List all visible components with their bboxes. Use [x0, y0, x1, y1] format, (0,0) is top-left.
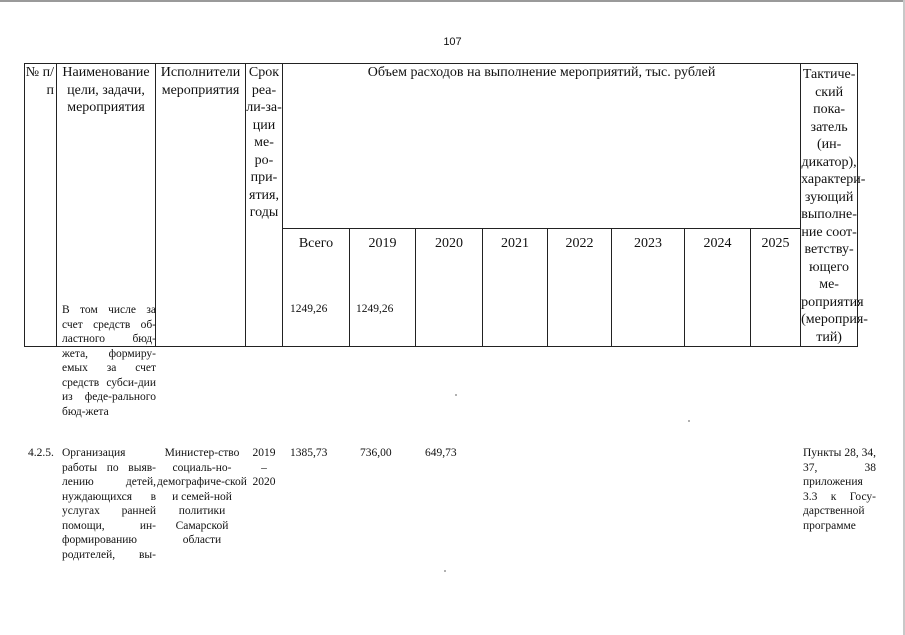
page-number: 107: [443, 36, 462, 48]
row1-total: 1249,26: [290, 303, 328, 315]
row2-num: 4.2.5.: [28, 447, 54, 459]
header-name: Наименование цели, задачи, мероприятия: [57, 64, 156, 347]
header-year-2022: 2022: [548, 229, 612, 347]
row2-indicator: Пункты 28, 34, 37, 38 приложения 3.3 к Госу-дарственной программе: [803, 447, 876, 532]
header-term: Срок реа-ли-за-ции ме-ро-при-ятия, годы: [246, 64, 283, 347]
row1-name: В том числе за счет средств об-ластного бюд-жета, формиру-емых за счет средств субси-дии из феде-рального бюд-жета: [62, 304, 156, 418]
header-year-2024: 2024: [685, 229, 751, 347]
header-indicator: Тактиче-ский пока-затель (ин-дикатор), характери-зующий выполне-ние соот-ветству-ющего ме-роприятия (мероприя-тий): [801, 64, 858, 347]
header-year-2021: 2021: [483, 229, 548, 347]
header-year-2023: 2023: [612, 229, 685, 347]
header-executors: Исполнители мероприятия: [156, 64, 246, 347]
scan-speck: [688, 420, 690, 422]
row2-executors: Министер-ство социаль-но-демографиче-ской и семей-ной политики Самарской области: [157, 447, 247, 546]
row2-2019: 736,00: [360, 447, 392, 459]
row2-term: 2019 – 2020: [252, 447, 276, 488]
header-volume: Объем расходов на выполнение мероприятий, тыс. рублей: [283, 64, 801, 229]
scan-top-border: [0, 0, 905, 2]
header-year-2025: 2025: [751, 229, 801, 347]
row2-total: 1385,73: [290, 447, 328, 459]
header-year-2019: 2019: [350, 229, 416, 347]
header-num: № п/п: [25, 64, 57, 347]
scan-speck: [455, 394, 457, 396]
scan-speck: [444, 570, 446, 572]
row2-2020: 649,73: [425, 447, 457, 459]
row1-2019: 1249,26: [356, 303, 394, 315]
header-year-total: Всего: [283, 229, 350, 347]
row2-name: Организация работы по выяв-лению детей, нуждающихся в услугах ранней помощи, ин-формированию родителей, вы-: [62, 447, 156, 561]
header-year-2020: 2020: [416, 229, 483, 347]
